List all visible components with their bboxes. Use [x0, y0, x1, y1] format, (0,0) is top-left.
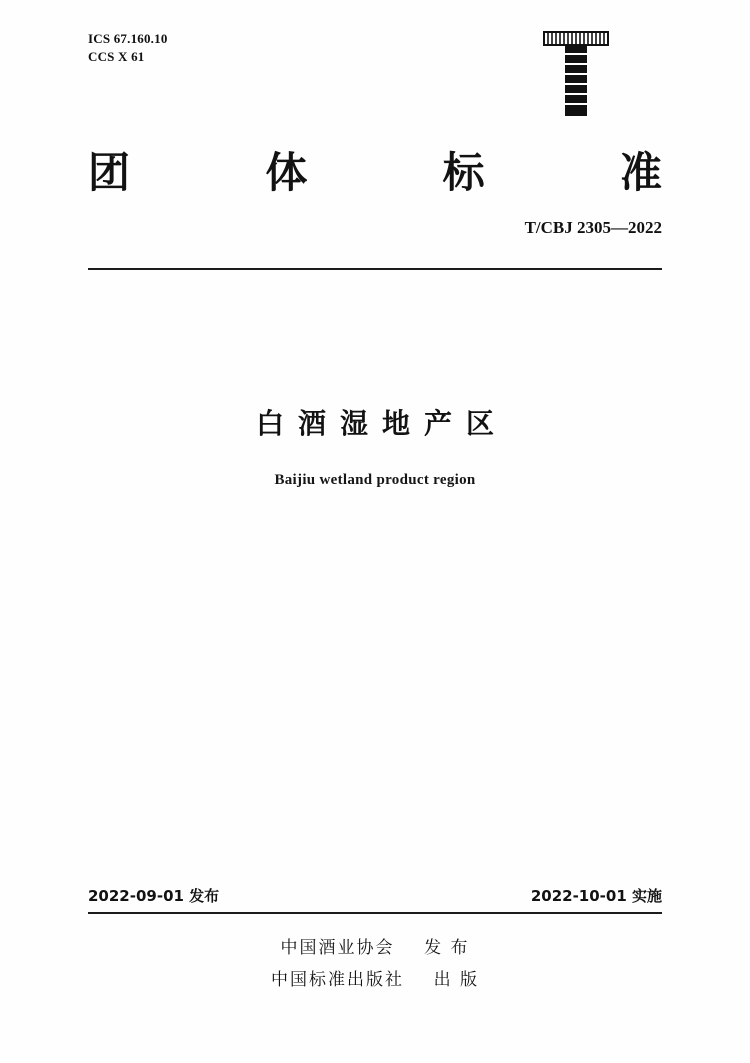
page-title	[88, 140, 662, 200]
publisher-press: 中国标准出版社 出 版	[270, 970, 480, 991]
document-title-cn: 白酒湿地产区	[255, 407, 508, 440]
header-divider	[88, 268, 662, 270]
document-title-en: Baijiu wetland product region	[274, 472, 476, 488]
issue-date: 2022-09-01 发布	[88, 887, 220, 905]
heading-char-4: 准	[619, 148, 662, 197]
ics-code: ICS 67.160.10	[88, 31, 168, 46]
heading-char-2: 体	[265, 148, 308, 197]
ccs-code: CCS X 61	[88, 48, 145, 64]
standard-t-logo-icon	[540, 28, 612, 120]
footer-divider	[88, 912, 662, 914]
ics-block	[88, 30, 168, 65]
standard-number: T/CBJ 2305—2022	[524, 218, 662, 237]
heading-char-3: 标	[442, 148, 485, 197]
date-row	[88, 885, 662, 906]
publisher-block	[0, 932, 750, 997]
publisher-issuer: 中国酒业协会 发 布	[280, 938, 470, 958]
effective-date: 2022-10-01 实施	[530, 887, 662, 905]
heading-char-1: 团	[88, 148, 131, 197]
